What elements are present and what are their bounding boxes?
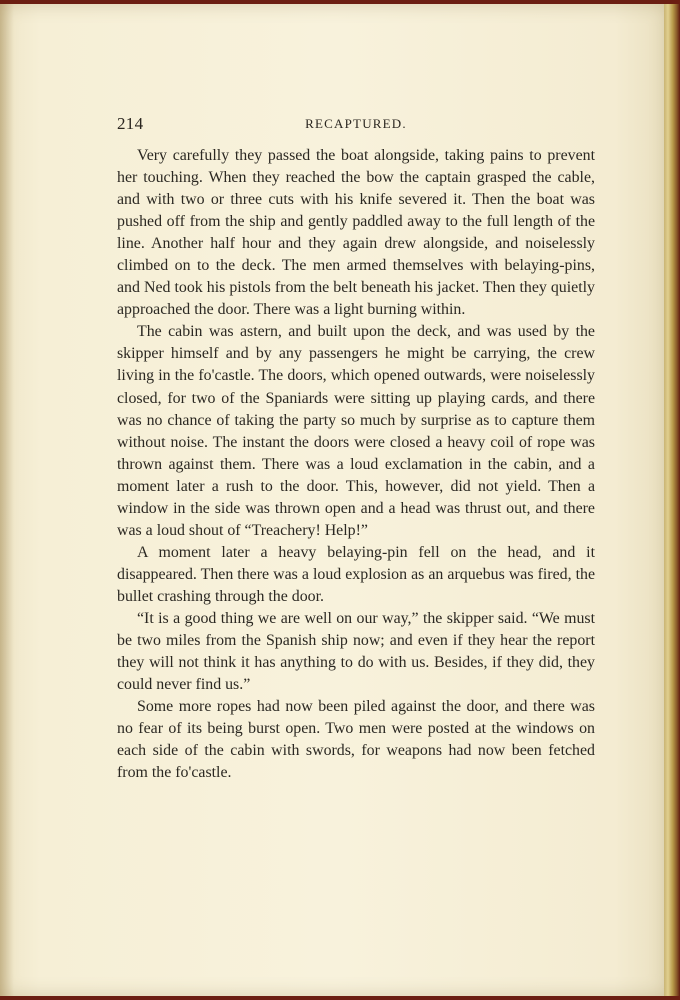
binding-shadow (0, 4, 14, 996)
running-head: RECAPTURED. (305, 116, 407, 131)
paragraph: The cabin was astern, and built upon the deck, and was used by the skipper himself and by any passengers he might be carrying, the crew living in the fo'castle. The doors, which opened outwards, were noiselessly closed, for two of the Spaniards were sitting up playing cards, and there was no chance of taking the party so much by surprise as to capture them without noise. The instant the doors were closed a heavy coil of rope was thrown against them. There was a loud exclamation in the cabin, and a moment later a rush to the door. This, however, did not yield. Then a window in the side was thrown open and a head was thrust out, and there was a loud shout of “Treachery! Help!” (117, 323, 595, 539)
paragraph: Very carefully they passed the boat alongside, taking pains to prevent her touching. When they reached the bow the captain grasped the cable, and with two or three cuts with his knife severed it. Then the boat was pushed off from the ship and gently paddled away to the full length of the line. Another half hour and they again drew alongside, and noiselessly climbed on to the deck. The men armed themselves with belaying-pins, and Ned took his pistols from the belt beneath his jacket. Then they quietly approached the door. There was a light burning within. (117, 147, 595, 319)
paragraph: “It is a good thing we are well on our way,” the skipper said. “We must be two miles from the Spanish ship now; and even if they hear the report they will not think it has anything to do with us. Besides, if they did, they could never find us.” (117, 609, 595, 694)
paragraph: Some more ropes had now been piled against the door, and there was no fear of its being burst open. Two men were posted at the windows on each side of the cabin with swords, for weapons had now been fetched from the fo'castle. (117, 698, 595, 782)
page-header (117, 114, 595, 136)
page-edge (664, 4, 680, 996)
paragraph: A moment later a heavy belaying-pin fell on the head, and it disappeared. Then there was a loud explosion as an arquebus was fired, the bullet crashing through the door. (117, 543, 595, 605)
body-text (117, 145, 595, 784)
page-number: 214 (117, 114, 144, 133)
